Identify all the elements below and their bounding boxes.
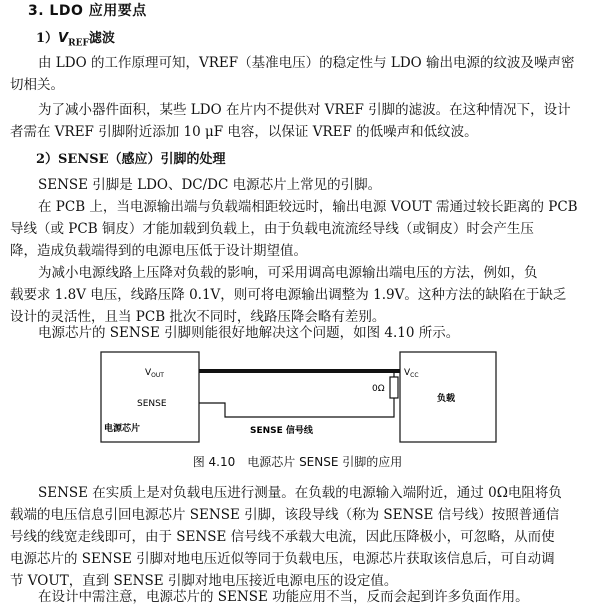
p7-line-5: 节 VOUT，直到 SENSE 引脚对地电压接近电源电压的设定值。 (10, 573, 398, 589)
resistor-symbol (390, 377, 398, 398)
vout-label: $V_{OUT}$ (145, 368, 164, 379)
p6-line-1: 电源芯片的 SENSE 引脚则能很好地解决这个问题，如图 4.10 所示。 (38, 325, 460, 341)
p7-line-4: 电源芯片的 SENSE 引脚对地电压近似等同于负载电压，电源芯片获取该信息后，可自动调 (10, 551, 555, 567)
sense-signal-line (199, 398, 394, 417)
p5-line-3: 设计的灵活性，且当 PCB 批次不同时，线路压降会略有差别。 (10, 309, 386, 325)
p2-line-2: 者需在 VREF 引脚附近添加 10 μF 电容，以保证 VREF 的低噪声和低纹波。 (10, 124, 478, 140)
resistor-label: 0Ω (372, 384, 385, 394)
vcc-label: $V_{CC}$ (404, 368, 419, 379)
paragraph-2 (10, 99, 585, 143)
sense-signal-label: SENSE 信号线 (250, 426, 313, 436)
p1-line-1: 由 LDO 的工作原理可知，VREF（基准电压）的稳定性与 LDO 输出电源的纹波及噪声密 (38, 55, 575, 71)
p1-line-2: 切相关。 (10, 77, 64, 93)
paragraph-1 (10, 52, 585, 96)
section-heading: 3. LDO 应用要点 (28, 3, 147, 19)
p7-line-2: 载端的电压信息引回电源芯片 SENSE 引脚，该段导线（称为 SENSE 信号线）按照普通信 (10, 507, 560, 523)
load-label: 负载 (437, 394, 456, 404)
p4-line-2: 导线（或 PCB 铜皮）才能加载到负载上，由于负载电流流经导线（或铜皮）时会产生压 (10, 221, 534, 237)
p5-line-1: 为减小电源线路上压降对负载的影响，可采用调高电源输出端电压的方法，例如，负 (38, 265, 538, 281)
subsection-title-vref (36, 27, 115, 49)
p5-line-2: 载要求 1.8V 电压，线路压降 0.1V，则可将电源输出调整为 1.9V。这种方法的缺陷在于缺乏 (10, 287, 567, 303)
p7-line-3: 号线的线宽走线即可，由于 SENSE 信号线不承载大电流，因此压降极小，可忽略，从而使 (10, 529, 555, 545)
subsection-suffix: 滤波 (88, 31, 115, 46)
figure-caption: 图 4.10 电源芯片 SENSE 引脚的应用 (192, 455, 403, 469)
p8-line-1: 在设计中需注意，电源芯片的 SENSE 功能应用不当，反而会起到许多负面作用。 (38, 589, 529, 605)
paragraph-5 (10, 262, 585, 328)
p2-line-1: 为了减小器件面积，某些 LDO 在片内不提供对 VREF 引脚的滤波。在这种情况下，设计 (38, 102, 571, 118)
paragraph-3 (10, 174, 585, 196)
subsection-var-sub: REF (68, 38, 89, 49)
p3-line-1: SENSE 引脚是 LDO、DC/DC 电源芯片上常见的引脚。 (38, 177, 382, 193)
subsection-prefix: 1） (36, 31, 59, 46)
sense-circuit-diagram (0, 340, 595, 450)
p4-line-1: 在 PCB 上，当电源输出端与负载端相距较远时，输出电源 VOUT 需通过较长距离的 PCB (38, 199, 578, 215)
p7-line-1: SENSE 在实质上是对负载电压进行测量。在负载的电源输入端附近，通过 0Ω电阻将负 (38, 485, 562, 501)
chip-label: 电源芯片 (104, 424, 141, 434)
paragraph-7 (10, 482, 585, 592)
paragraph-8 (10, 586, 585, 608)
sense-pin-label: SENSE (137, 399, 167, 409)
subsection-title-sense: 2）SENSE（感应）引脚的处理 (36, 152, 226, 167)
paragraph-4 (10, 196, 585, 262)
p4-line-3: 降，造成负载端得到的电源电压低于设计期望值。 (10, 243, 307, 259)
subsection-var: V (58, 31, 69, 46)
